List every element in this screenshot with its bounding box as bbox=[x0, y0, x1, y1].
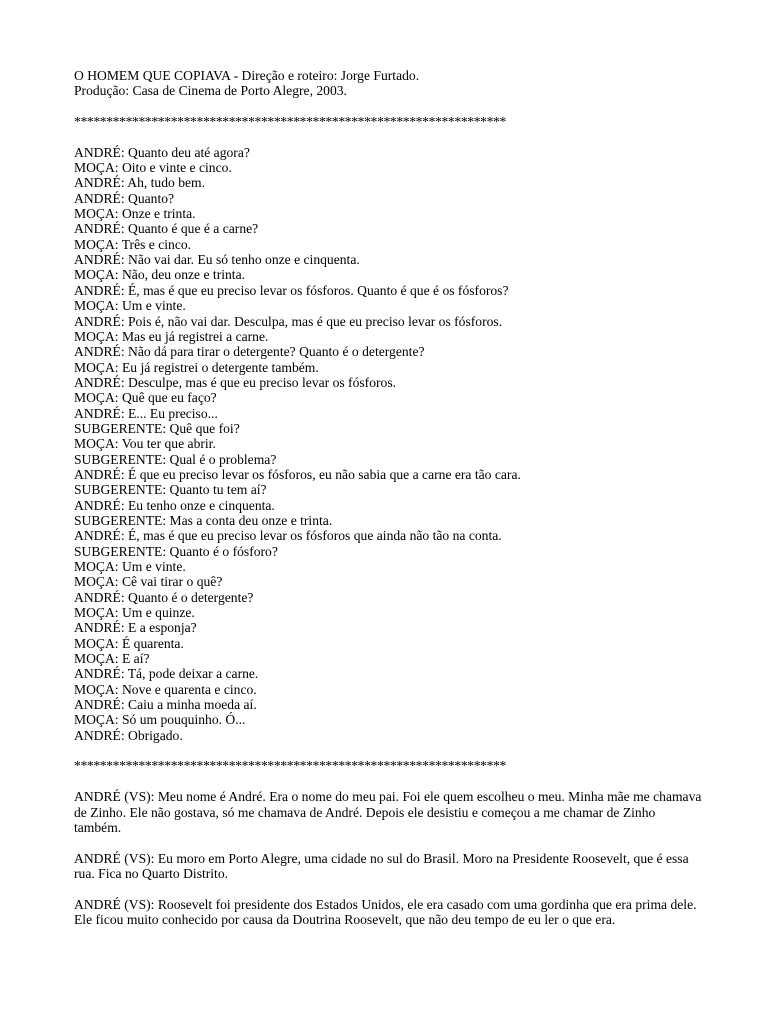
dialogue-line: MOÇA: Cê vai tirar o quê? bbox=[74, 574, 223, 590]
dialogue-line: ANDRÉ: Quanto é que é a carne? bbox=[74, 221, 259, 237]
dialogue-line: ANDRÉ: Quanto? bbox=[74, 190, 175, 206]
dialogue-line: ANDRÉ: Caiu a minha moeda aí. bbox=[74, 697, 257, 713]
dialogue-line: SUBGERENTE: Quê que foi? bbox=[74, 420, 240, 436]
dialogue-line: MOÇA: Onze e trinta. bbox=[74, 206, 196, 222]
spacer bbox=[74, 743, 704, 758]
spacer bbox=[74, 835, 704, 850]
dialogue-line: ANDRÉ: Quanto deu até agora? bbox=[74, 144, 250, 160]
dialogue-line: ANDRÉ: Ah, tudo bem. bbox=[74, 175, 206, 191]
dialogue-line: SUBGERENTE: Quanto tu tem aí? bbox=[74, 482, 267, 498]
dialogue-block bbox=[74, 145, 704, 743]
header-production-line: Produção: Casa de Cinema de Porto Alegre, 2003. bbox=[74, 83, 347, 99]
dialogue-line: MOÇA: Nove e quarenta e cinco. bbox=[74, 681, 257, 697]
dialogue-line: ANDRÉ: Desculpe, mas é que eu preciso levar os fósforos. bbox=[74, 374, 397, 390]
dialogue-line: ANDRÉ: Obrigado. bbox=[74, 727, 183, 743]
dialogue-line: ANDRÉ: É, mas é que eu preciso levar os fósforos. Quanto é que é os fósforos? bbox=[74, 282, 509, 298]
dialogue-line: ANDRÉ: E... Eu preciso... bbox=[74, 405, 218, 421]
dialogue-line: MOÇA: Vou ter que abrir. bbox=[74, 436, 216, 452]
dialogue-line: ANDRÉ: Quanto é o detergente? bbox=[74, 589, 254, 605]
dialogue-line: MOÇA: Um e vinte. bbox=[74, 559, 186, 574]
dialogue-line: SUBGERENTE: Qual é o problema? bbox=[74, 451, 277, 467]
narration-paragraph: ANDRÉ (VS): Eu moro em Porto Alegre, uma cidade no sul do Brasil. Moro na Presidente Roosevelt, que é essa rua. Fica no Quarto Distrito. bbox=[74, 850, 689, 881]
spacer bbox=[74, 774, 704, 789]
dialogue-line: ANDRÉ: Pois é, não vai dar. Desculpa, mas é que eu preciso levar os fósforos. bbox=[74, 313, 503, 329]
narration-block bbox=[74, 789, 704, 927]
dialogue-line: MOÇA: Eu já registrei o detergente também. bbox=[74, 359, 319, 375]
dialogue-line: ANDRÉ: E a esponja? bbox=[74, 620, 197, 636]
dialogue-line: MOÇA: Oito e vinte e cinco. bbox=[74, 160, 232, 176]
dialogue-line: SUBGERENTE: Mas a conta deu onze e trinta. bbox=[74, 512, 333, 528]
dialogue-line: SUBGERENTE: Quanto é o fósforo? bbox=[74, 543, 278, 559]
dialogue-line: ANDRÉ: Não dá para tirar o detergente? Quanto é o detergente? bbox=[74, 344, 425, 360]
spacer bbox=[74, 881, 704, 896]
dialogue-line: MOÇA: Um e vinte. bbox=[74, 298, 186, 314]
dialogue-line: ANDRÉ: É, mas é que eu preciso levar os fósforos que ainda não tão na conta. bbox=[74, 528, 502, 544]
separator-line: ******************************************************************* bbox=[74, 758, 506, 774]
narration-paragraph: ANDRÉ (VS): Meu nome é André. Era o nome do meu pai. Foi ele quem escolheu o meu. Minha mãe me chamava de Zinho. Ele não gostava, só me chamava de André. Depois ele desistiu e começou a me chamar de Zinho também. bbox=[74, 789, 702, 835]
dialogue-line: MOÇA: Três e cinco. bbox=[74, 236, 192, 252]
dialogue-line: MOÇA: Um e quinze. bbox=[74, 605, 195, 621]
dialogue-line: MOÇA: E aí? bbox=[74, 651, 150, 667]
narration-paragraph: ANDRÉ (VS): Roosevelt foi presidente dos Estados Unidos, ele era casado com uma gordinha que era prima dele. Ele ficou muito conhecido por causa da Doutrina Roosevelt, que não deu tempo de eu ler o que era. bbox=[74, 896, 697, 927]
dialogue-line: ANDRÉ: Tá, pode deixar a carne. bbox=[74, 666, 259, 682]
dialogue-line: ANDRÉ: Eu tenho onze e cinquenta. bbox=[74, 497, 275, 513]
dialogue-line: MOÇA: É quarenta. bbox=[74, 635, 184, 651]
dialogue-line: MOÇA: Mas eu já registrei a carne. bbox=[74, 328, 269, 344]
document-page bbox=[74, 68, 704, 927]
dialogue-line: MOÇA: Só um pouquinho. Ó... bbox=[74, 712, 246, 728]
dialogue-line: ANDRÉ: Não vai dar. Eu só tenho onze e cinquenta. bbox=[74, 252, 360, 268]
spacer bbox=[74, 129, 704, 144]
dialogue-line: MOÇA: Não, deu onze e trinta. bbox=[74, 267, 246, 283]
dialogue-line: ANDRÉ: É que eu preciso levar os fósforos, eu não sabia que a carne era tão cara. bbox=[74, 466, 521, 482]
separator-line: ******************************************************************* bbox=[74, 114, 506, 130]
dialogue-line: MOÇA: Quê que eu faço? bbox=[74, 390, 217, 406]
spacer bbox=[74, 99, 704, 114]
header-title-line: O HOMEM QUE COPIAVA - Direção e roteiro: Jorge Furtado. bbox=[74, 68, 420, 83]
